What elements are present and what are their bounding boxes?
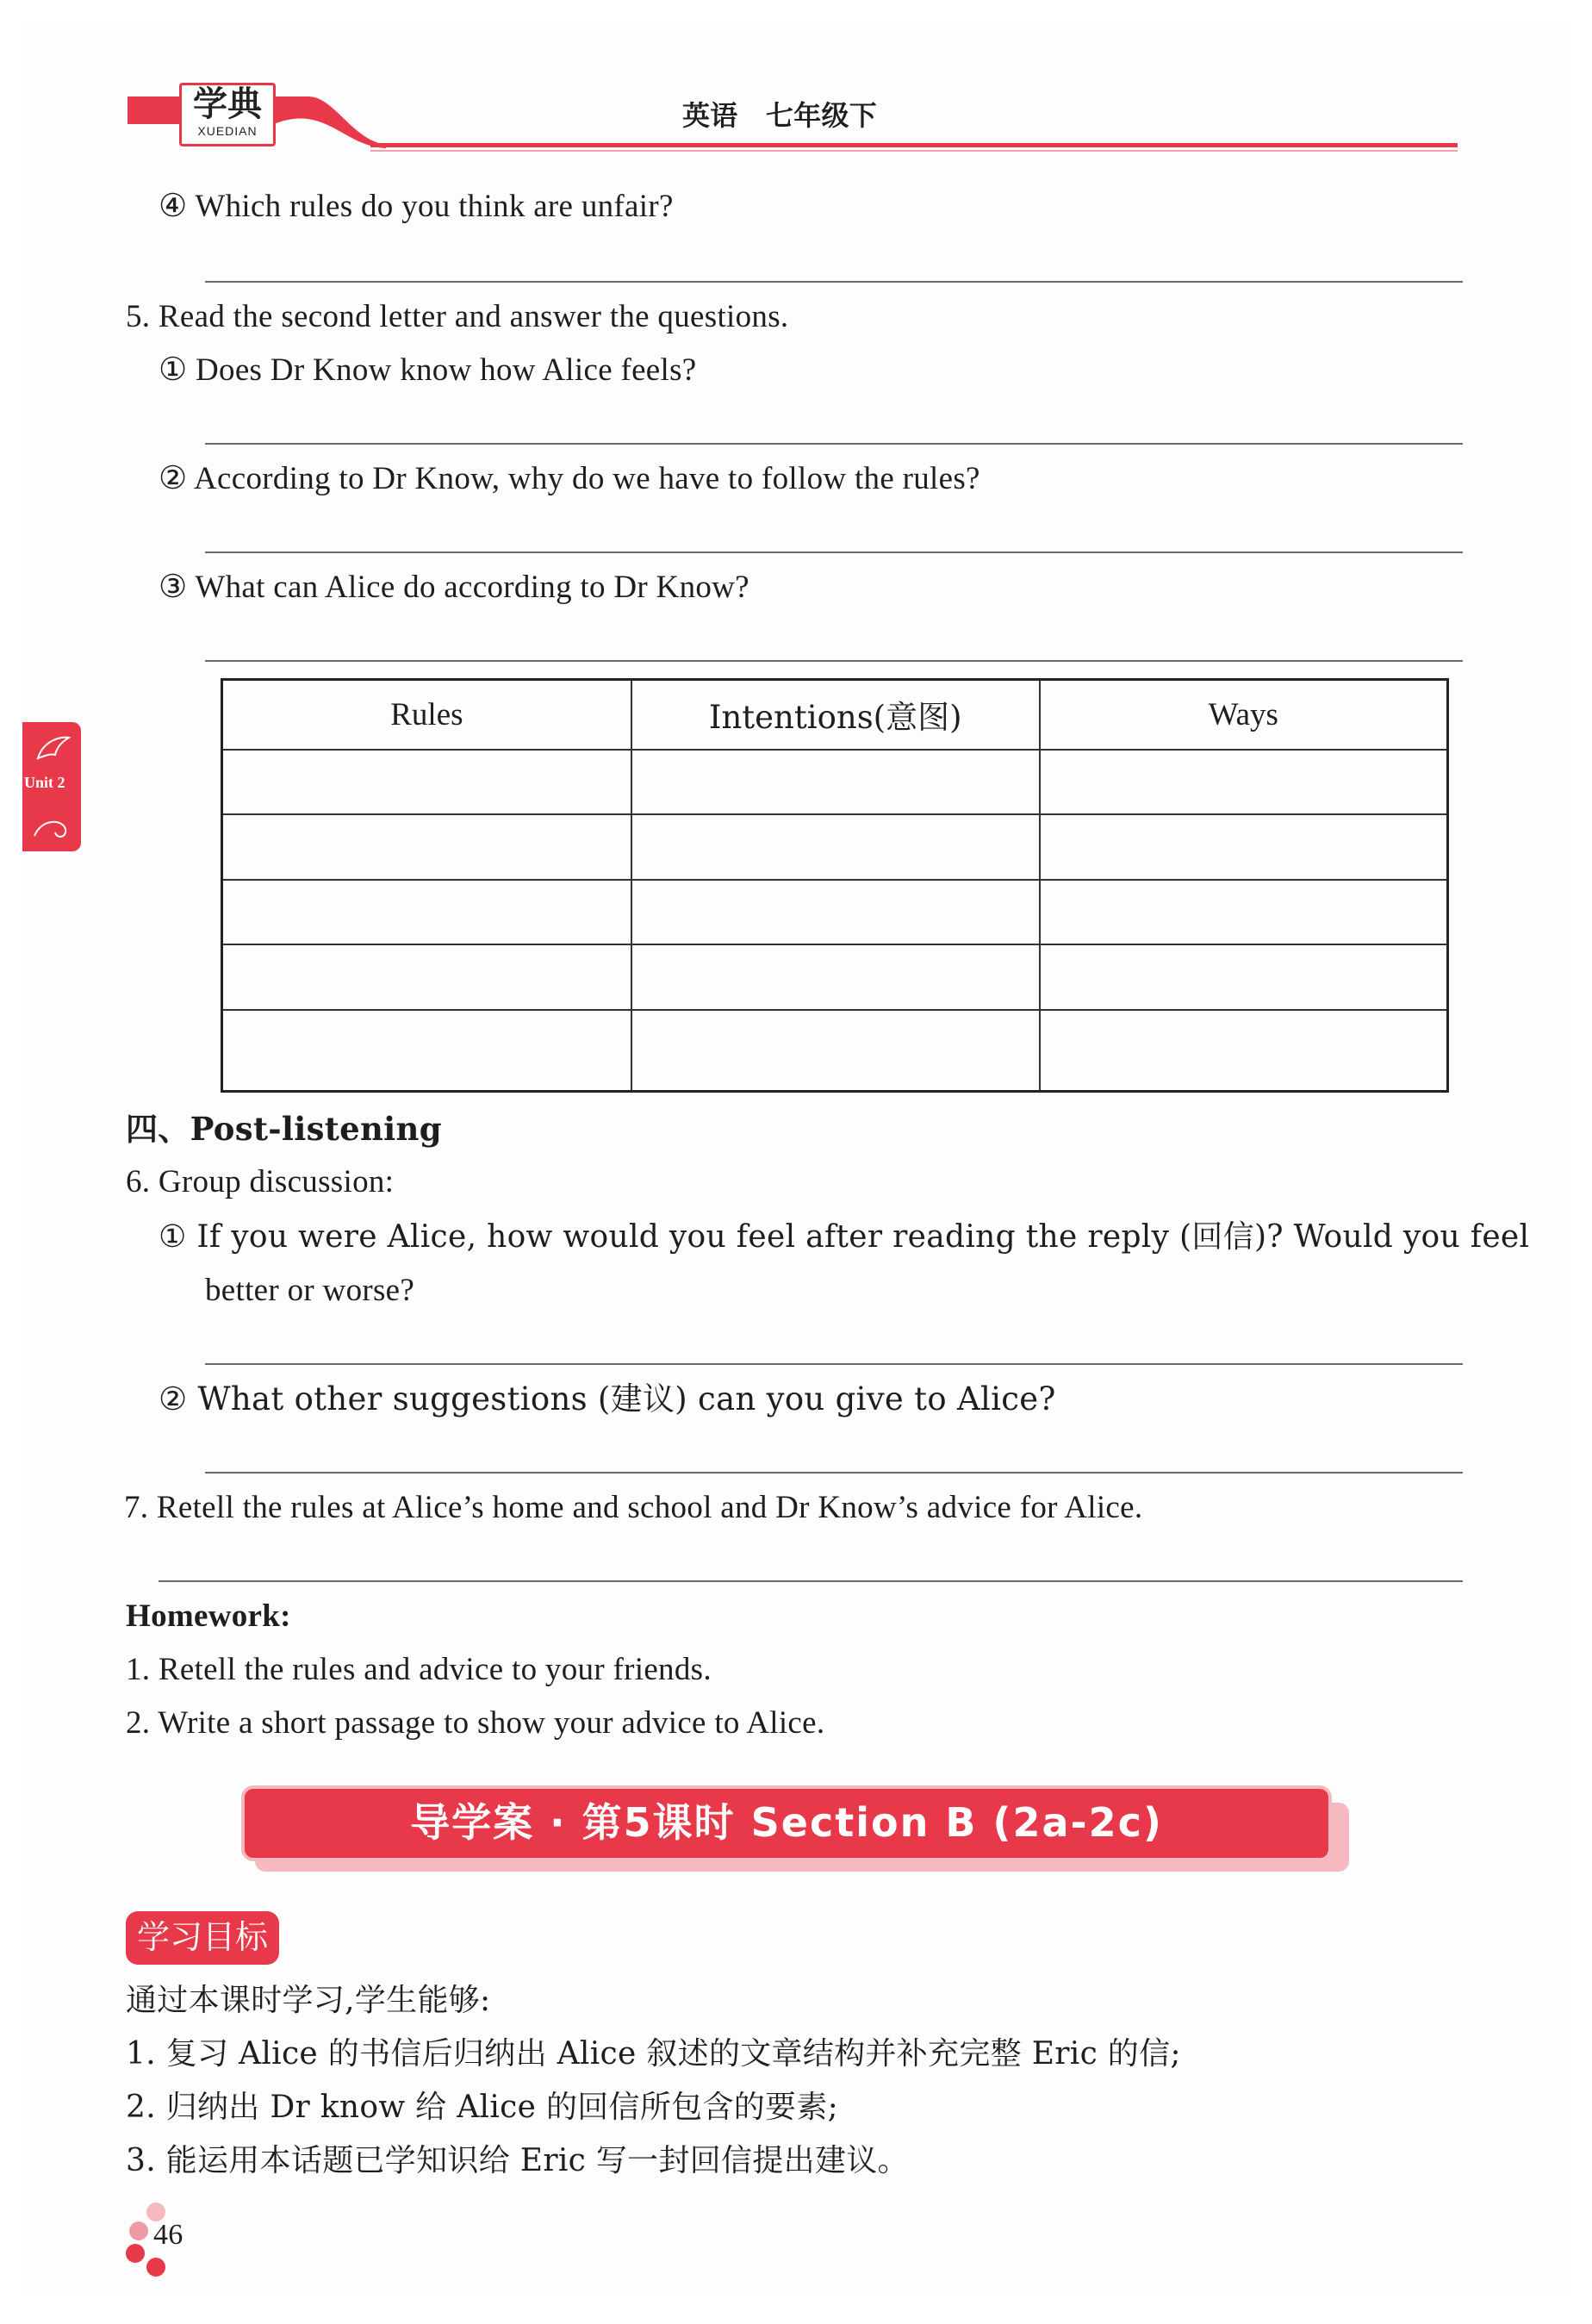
- table-row: [222, 880, 1448, 945]
- learning-goals-badge: 学习目标: [126, 1911, 279, 1965]
- table-cell[interactable]: [1040, 814, 1448, 880]
- header-rule: [370, 143, 1458, 147]
- answer-line: [205, 1363, 1463, 1365]
- goal-item-1: 1. 复习 Alice 的书信后归纳出 Alice 叙述的文章结构并补充完整 Eric 的信;: [126, 2036, 1181, 2072]
- goal-item-3: 3. 能运用本话题已学知识给 Eric 写一封回信提出建议。: [126, 2143, 909, 2178]
- question-7: 7. Retell the rules at Alice’s home and school and Dr Know’s advice for Alice.: [124, 1490, 1143, 1525]
- answer-line: [205, 281, 1463, 283]
- question-5-item-2: ② According to Dr Know, why do we have to follow the rules?: [159, 461, 980, 496]
- table-cell[interactable]: [631, 750, 1040, 815]
- logo-english: XUEDIAN: [197, 124, 258, 138]
- answer-line: [205, 1472, 1463, 1474]
- table-header-row: [222, 680, 1448, 750]
- table-header-rules: Rules: [222, 680, 631, 750]
- table-header-intentions: Intentions(意图): [631, 680, 1040, 750]
- goals-intro: 通过本课时学习,学生能够:: [126, 1983, 491, 2018]
- post-listening-heading: 四、Post-listening: [126, 1110, 442, 1148]
- question-6-item-1-cont: better or worse?: [205, 1273, 415, 1308]
- question-4-item: ④ Which rules do you think are unfair?: [159, 189, 674, 224]
- table-cell[interactable]: [222, 1010, 631, 1092]
- page-number: 46: [153, 2219, 183, 2251]
- header-swoosh: [274, 95, 386, 150]
- unit-side-tab: [22, 722, 81, 851]
- swirl-icon: [31, 815, 72, 843]
- table-row: [222, 750, 1448, 815]
- table-cell[interactable]: [222, 750, 631, 815]
- table-cell[interactable]: [1040, 1010, 1448, 1092]
- rules-table: [221, 678, 1449, 1093]
- xuedian-logo: [179, 83, 276, 146]
- header-rule-light: [370, 150, 1458, 152]
- table-row: [222, 814, 1448, 880]
- table-cell[interactable]: [222, 880, 631, 945]
- question-6-item-2: ② What other suggestions (建议) can you give to Alice?: [159, 1380, 1056, 1417]
- question-5-item-3: ③ What can Alice do according to Dr Know?: [159, 570, 749, 605]
- answer-line: [205, 660, 1463, 662]
- answer-line: [205, 551, 1463, 553]
- table-row: [222, 944, 1448, 1010]
- unit-label: Unit 2: [24, 774, 65, 791]
- question-5-item-1: ① Does Dr Know know how Alice feels?: [159, 352, 697, 388]
- answer-line: [205, 443, 1463, 445]
- section-banner: 导学案 · 第5课时 Section B (2a-2c): [241, 1785, 1332, 1861]
- table-cell[interactable]: [1040, 750, 1448, 815]
- table-cell[interactable]: [1040, 944, 1448, 1010]
- homework-heading: Homework:: [126, 1598, 291, 1634]
- table-cell[interactable]: [222, 944, 631, 1010]
- wing-icon: [34, 732, 72, 767]
- table-cell[interactable]: [222, 814, 631, 880]
- question-6-title: 6. Group discussion:: [126, 1164, 395, 1199]
- logo-chinese: 学典: [193, 84, 262, 124]
- question-5-title: 5. Read the second letter and answer the questions.: [126, 299, 789, 334]
- goal-item-2: 2. 归纳出 Dr know 给 Alice 的回信所包含的要素;: [126, 2090, 839, 2125]
- table-cell[interactable]: [1040, 880, 1448, 945]
- table-row: [222, 1010, 1448, 1092]
- table-cell[interactable]: [631, 880, 1040, 945]
- homework-item-1: 1. Retell the rules and advice to your friends.: [126, 1652, 712, 1687]
- table-cell[interactable]: [631, 944, 1040, 1010]
- header-subject: 英语 七年级下: [682, 99, 878, 132]
- table-cell[interactable]: [631, 1010, 1040, 1092]
- table-header-ways: Ways: [1040, 680, 1448, 750]
- table-cell[interactable]: [631, 814, 1040, 880]
- answer-line: [159, 1580, 1463, 1582]
- question-6-item-1: ① If you were Alice, how would you feel after reading the reply (回信)? Would you feel: [159, 1219, 1530, 1255]
- homework-item-2: 2. Write a short passage to show your advice to Alice.: [126, 1705, 825, 1741]
